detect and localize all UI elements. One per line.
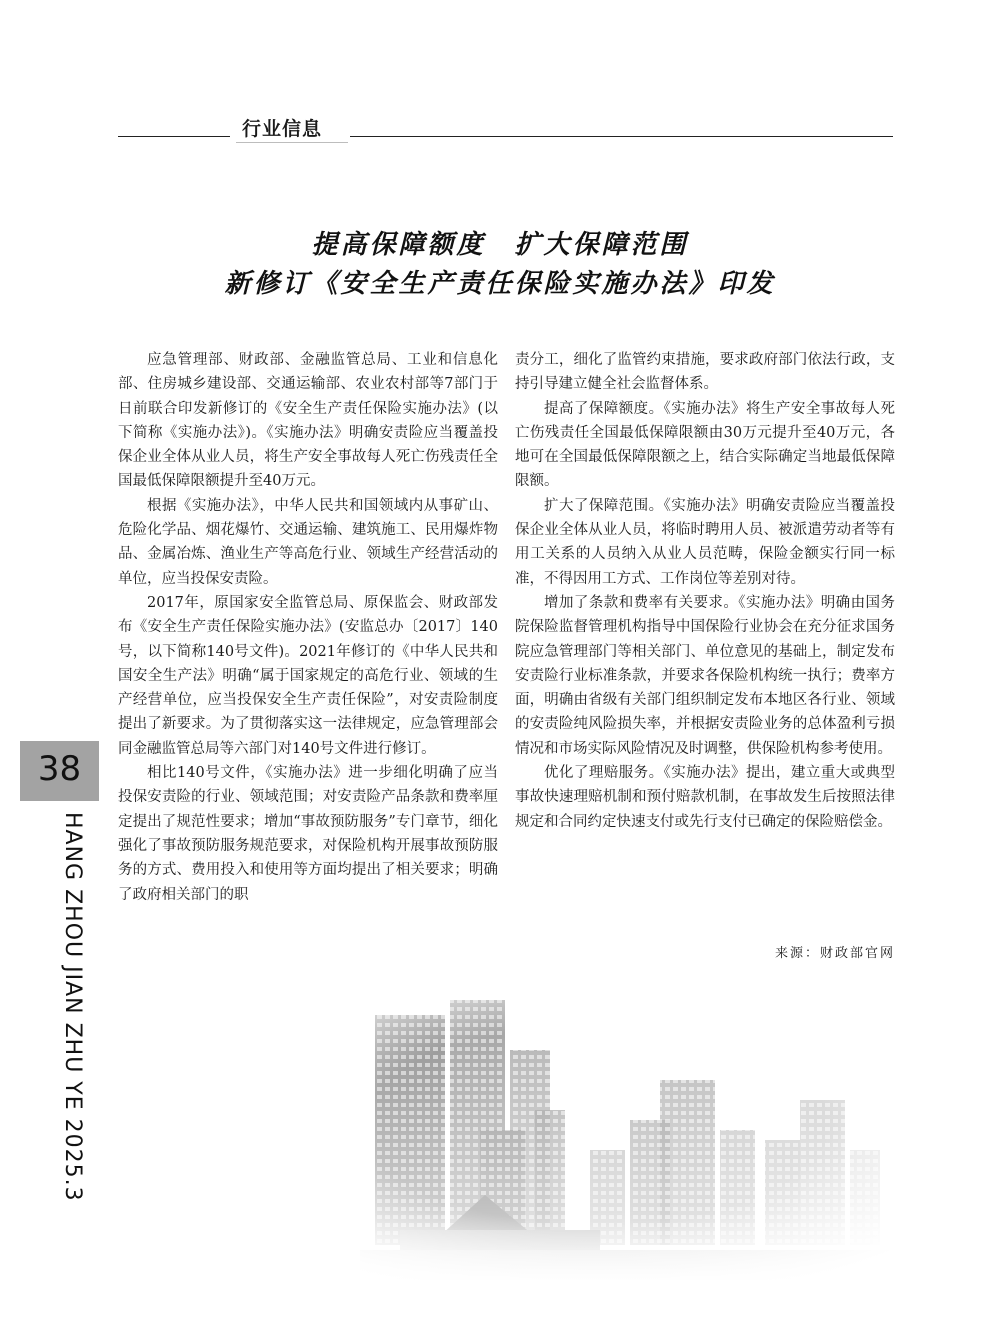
header-rule-left: [118, 136, 230, 137]
paragraph: 相比140号文件，《实施办法》进一步细化明确了应当投保安责险的行业、领域范围；对安责险产品条款和费率厘定提出了规范性要求；增加“事故预防服务”专门章节，细化强化了事故预防服务规范要求，对保险机构开展事故预防服务的方式、费用投入和使用等方面均提出了相关要求；明确了政府相关部门的职: [118, 765, 498, 903]
article-source: 来源：财政部官网: [774, 946, 895, 961]
section-label: 行业信息: [242, 118, 323, 140]
paragraph: 2017年，原国家安全监管总局、原保监会、财政部发布《安全生产责任保险实施办法》(安监总办〔2017〕140号，以下简称140号文件)。2021年修订的《中华人民共和国安全生产法》明确“属于国家规定的高危行业、领域的生产经营单位，应当投保安全生产责任保险”，对安责险制度提出了新要求。为了贯彻落实这一法律规定，应急管理部会同金融监管总局等六部门对140号文件进行修订。: [118, 594, 498, 757]
paragraph: 提高了保障额度。《实施办法》将生产安全事故每人死亡伤残责任全国最低保障限额由30万元提升至40万元，各地可在全国最低保障限额之上，结合实际确定当地最低保障限额。: [515, 400, 895, 490]
header-rule-right: [350, 136, 893, 137]
paragraph: 扩大了保障范围。《实施办法》明确安责险应当覆盖投保企业全体从业人员，将临时聘用人员、被派遣劳动者等有用工关系的人员纳入从业人员范畴，保险金额实行同一标准，不得因用工方式、工作岗位等差别对待。: [515, 497, 895, 587]
paragraph: 应急管理部、财政部、金融监管总局、工业和信息化部、住房城乡建设部、交通运输部、农业农村部等7部门于日前联合印发新修订的《安全生产责任保险实施办法》(以下简称《实施办法》)。《实施办法》明确安责险应当覆盖投保企业全体从业人员，将生产安全事故每人死亡伤残责任全国最低保障限额提升至40万元。: [118, 352, 498, 490]
paragraph: 增加了条款和费率有关要求。《实施办法》明确由国务院保险监督管理机构指导中国保险行业协会在充分征求国务院应急管理部门等相关部门、单位意见的基础上，制定发布安责险行业标准条款，并要求各保险机构统一执行；费率方面，明确由省级有关部门组织制定发布本地区各行业、领域的安责险纯风险损失率，并根据安责险业务的总体盈利亏损情况和市场实际风险情况及时调整，供保险机构参考使用。: [515, 594, 895, 757]
paragraph: 责分工，细化了监管约束措施，要求政府部门依法行政，支持引导建立健全社会监督体系。: [515, 352, 895, 393]
paragraph: 根据《实施办法》，中华人民共和国领域内从事矿山、危险化学品、烟花爆竹、交通运输、建筑施工、民用爆炸物品、金属冶炼、渔业生产等高危行业、领域生产经营活动的单位，应当投保安责险。: [118, 497, 498, 587]
left-column: [118, 348, 498, 907]
page-number: 38: [37, 749, 82, 789]
right-column: [515, 348, 895, 834]
section-header: [118, 114, 893, 144]
section-label-box: [236, 114, 348, 143]
paragraph: 优化了理赔服务。《实施办法》提出，建立重大或典型事故快速理赔机制和预付赔款机制，在事故发生后按照法律规定和合同约定快速支付或先行支付已确定的保险赔偿金。: [515, 765, 895, 830]
page-number-box: [20, 741, 99, 801]
city-skyline-icon: [280, 990, 980, 1290]
article-title-line1: 提高保障额度 扩大保障范围: [311, 230, 689, 260]
journal-side-text: HANG ZHOU JIAN ZHU YE 2025.3: [60, 812, 85, 1202]
article-title-line2: 新修订《安全生产责任保险实施办法》印发: [224, 269, 776, 299]
